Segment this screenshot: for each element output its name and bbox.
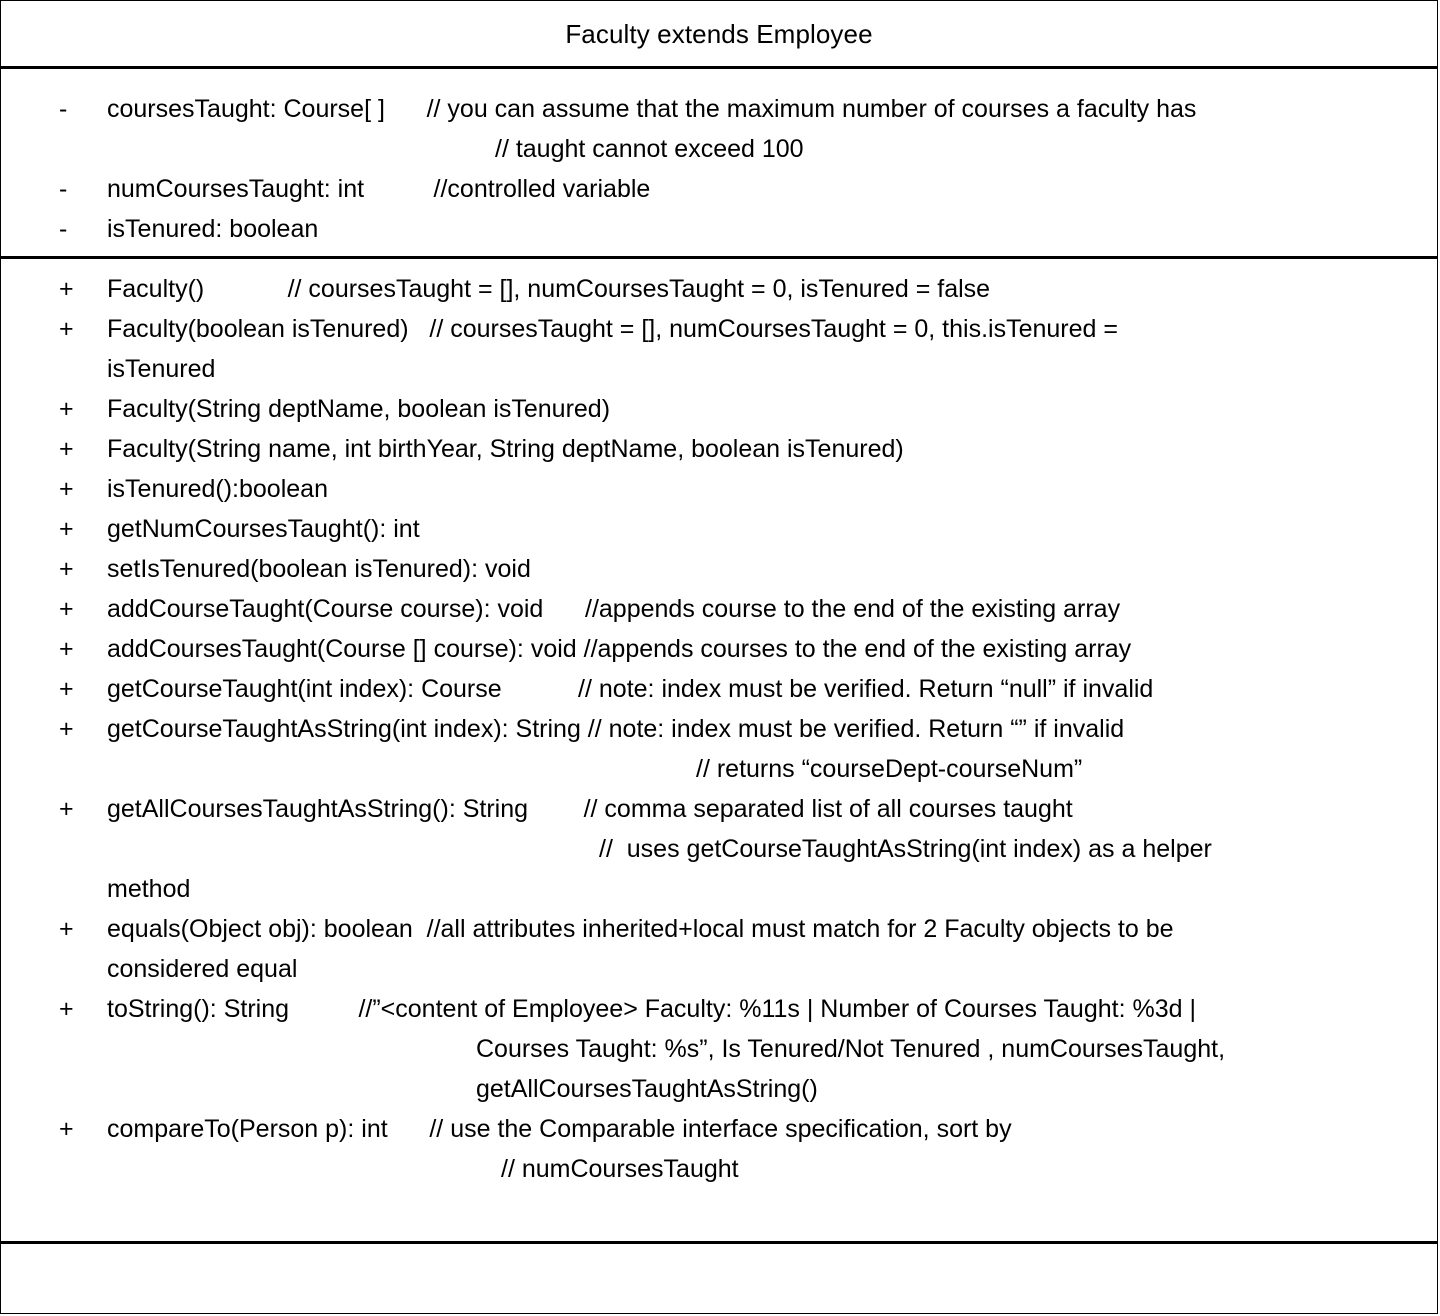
- method-row: [1, 309, 1437, 389]
- empty-compartment: [1, 1244, 1437, 1312]
- method-row-signature: toString(): String //”<content of Employee> Faculty: %11s | Number of Courses Taught: %3d |: [107, 995, 1196, 1023]
- method-row-signature: getNumCoursesTaught(): int: [107, 515, 420, 543]
- method-row: [1, 1109, 1437, 1189]
- visibility-marker: +: [59, 715, 74, 743]
- visibility-marker: +: [59, 435, 74, 463]
- methods-compartment: [1, 259, 1437, 1244]
- method-row-signature: setIsTenured(boolean isTenured): void: [107, 555, 531, 583]
- attribute-row-signature: numCoursesTaught: int //controlled variable: [107, 175, 651, 203]
- method-row-signature: getCourseTaughtAsString(int index): String // note: index must be verified. Return “” if invalid: [107, 715, 1125, 743]
- class-name-compartment: [1, 1, 1437, 69]
- method-row: [1, 589, 1437, 629]
- attributes-compartment: [1, 69, 1437, 259]
- method-row-continuation: getAllCoursesTaughtAsString(): [476, 1075, 818, 1103]
- visibility-marker: -: [59, 215, 68, 243]
- method-row-signature: getCourseTaught(int index): Course // note: index must be verified. Return “null” if invalid: [107, 675, 1154, 703]
- visibility-marker: +: [59, 315, 74, 343]
- method-row-signature: Faculty(String name, int birthYear, String deptName, boolean isTenured): [107, 435, 904, 463]
- method-row-signature: addCoursesTaught(Course [] course): void //appends courses to the end of the existing array: [107, 635, 1132, 663]
- method-row: [1, 669, 1437, 709]
- attribute-row: [1, 89, 1437, 169]
- method-row: [1, 629, 1437, 669]
- method-row: [1, 389, 1437, 429]
- method-row: [1, 509, 1437, 549]
- visibility-marker: +: [59, 555, 74, 583]
- method-row-signature: addCourseTaught(Course course): void //appends course to the end of the existing array: [107, 595, 1121, 623]
- method-row-signature: isTenured():boolean: [107, 475, 328, 503]
- method-row-continuation: // returns “courseDept-courseNum”: [696, 755, 1083, 783]
- method-row-continuation: method: [107, 875, 191, 903]
- method-row-signature: getAllCoursesTaughtAsString(): String // comma separated list of all courses taught: [107, 795, 1073, 823]
- visibility-marker: +: [59, 275, 74, 303]
- visibility-marker: +: [59, 595, 74, 623]
- visibility-marker: -: [59, 95, 68, 123]
- method-row: [1, 709, 1437, 789]
- method-row-signature: compareTo(Person p): int // use the Comparable interface specification, sort by: [107, 1115, 1012, 1143]
- attribute-row-signature: isTenured: boolean: [107, 215, 319, 243]
- method-row: [1, 989, 1437, 1109]
- method-row: [1, 469, 1437, 509]
- method-row-signature: equals(Object obj): boolean //all attributes inherited+local must match for 2 Faculty objects to be: [107, 915, 1174, 943]
- attribute-row-continuation: // taught cannot exceed 100: [495, 135, 804, 163]
- method-row-continuation: // uses getCourseTaughtAsString(int index) as a helper: [599, 835, 1212, 863]
- attribute-row: [1, 209, 1437, 249]
- method-row-signature: Faculty(boolean isTenured) // coursesTaught = [], numCoursesTaught = 0, this.isTenured =: [107, 315, 1118, 343]
- visibility-marker: +: [59, 915, 74, 943]
- visibility-marker: +: [59, 515, 74, 543]
- visibility-marker: +: [59, 795, 74, 823]
- method-row-signature: Faculty(String deptName, boolean isTenured): [107, 395, 611, 423]
- visibility-marker: +: [59, 475, 74, 503]
- method-row: [1, 429, 1437, 469]
- visibility-marker: -: [59, 175, 68, 203]
- method-row: [1, 789, 1437, 909]
- method-row-signature: Faculty() // coursesTaught = [], numCoursesTaught = 0, isTenured = false: [107, 275, 991, 303]
- method-row-continuation: // numCoursesTaught: [501, 1155, 739, 1183]
- visibility-marker: +: [59, 675, 74, 703]
- visibility-marker: +: [59, 1115, 74, 1143]
- method-row: [1, 549, 1437, 589]
- attribute-row: [1, 169, 1437, 209]
- method-row-continuation: considered equal: [107, 955, 298, 983]
- attribute-row-signature: coursesTaught: Course[ ] // you can assume that the maximum number of courses a faculty has: [107, 95, 1197, 123]
- method-row-continuation: isTenured: [107, 355, 216, 383]
- visibility-marker: +: [59, 635, 74, 663]
- visibility-marker: +: [59, 395, 74, 423]
- method-row-continuation: Courses Taught: %s”, Is Tenured/Not Tenured , numCoursesTaught,: [476, 1035, 1226, 1063]
- method-row: [1, 909, 1437, 989]
- visibility-marker: +: [59, 995, 74, 1023]
- method-row: [1, 269, 1437, 309]
- class-title: Faculty extends Employee: [565, 18, 873, 49]
